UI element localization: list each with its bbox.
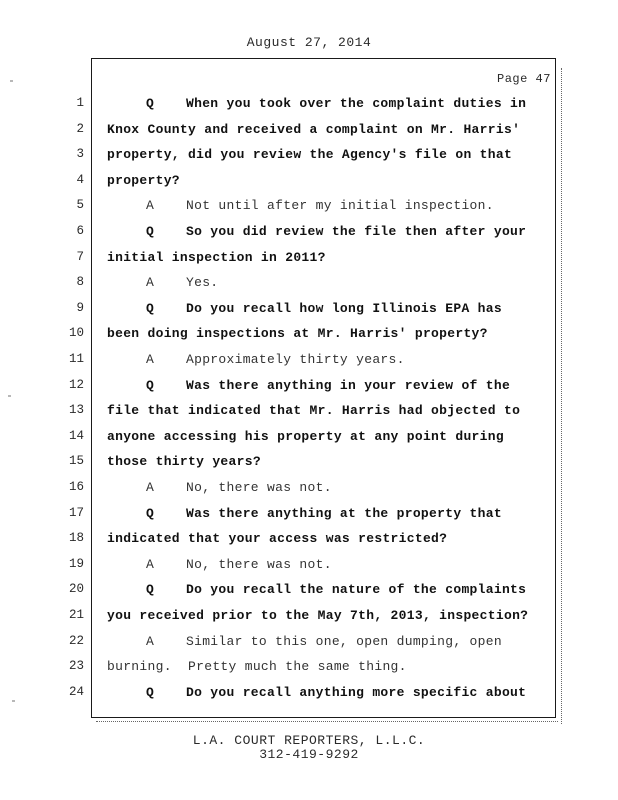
answer-text: Approximately thirty years. xyxy=(186,352,405,367)
transcript-line xyxy=(0,685,618,705)
question-text: Knox County and received a complaint on Mr. Harris' xyxy=(107,121,521,137)
line-number: 18 xyxy=(68,531,84,546)
transcript-line xyxy=(0,531,618,551)
transcript-line xyxy=(0,634,618,654)
question-text: Do you recall anything more specific about xyxy=(186,684,527,700)
answer-text: Similar to this one, open dumping, open xyxy=(186,633,502,649)
question-text: anyone accessing his property at any point during xyxy=(107,428,504,444)
question-text: Was there anything in your review of the xyxy=(186,377,511,393)
question-marker: Q xyxy=(146,300,154,316)
question-text: file that indicated that Mr. Harris had objected to xyxy=(107,403,521,419)
line-number: 1 xyxy=(76,96,84,110)
transcript-line xyxy=(0,429,618,449)
transcript-line xyxy=(0,480,618,500)
line-number: 7 xyxy=(76,249,84,264)
transcript-line xyxy=(0,301,618,321)
scan-speck xyxy=(8,395,11,397)
transcript-line xyxy=(0,147,618,167)
line-number: 12 xyxy=(68,377,84,392)
transcript-line xyxy=(0,275,618,295)
answer-marker: A xyxy=(146,556,154,572)
transcript-line xyxy=(0,122,618,142)
footer-company: L.A. COURT REPORTERS, L.L.C. xyxy=(192,733,426,748)
answer-text: Not until after my initial inspection. xyxy=(186,198,494,214)
line-number: 23 xyxy=(68,659,84,674)
question-marker: Q xyxy=(146,224,154,239)
line-number: 10 xyxy=(68,326,84,341)
answer-text: No, there was not. xyxy=(186,556,332,572)
question-text: Was there anything at the property that xyxy=(186,505,502,521)
line-number: 13 xyxy=(68,403,84,418)
line-number: 24 xyxy=(68,684,84,699)
frame-bottom-margin-ticks xyxy=(96,721,558,722)
question-text: you received prior to the May 7th, 2013, inspection? xyxy=(107,608,529,623)
answer-marker: A xyxy=(146,352,154,367)
answer-marker: A xyxy=(146,480,154,495)
line-number: 6 xyxy=(76,224,84,238)
transcript-line xyxy=(0,659,618,679)
question-marker: Q xyxy=(146,582,154,598)
answer-text: No, there was not. xyxy=(186,480,332,495)
line-number: 22 xyxy=(68,633,84,648)
question-text: So you did review the file then after your xyxy=(186,224,527,239)
transcript-line xyxy=(0,378,618,398)
transcript-line xyxy=(0,403,618,423)
transcript-line xyxy=(0,96,618,116)
footer-phone: 312-419-9292 xyxy=(259,747,359,762)
line-number: 4 xyxy=(76,172,84,187)
line-number: 14 xyxy=(68,428,84,443)
question-text: indicated that your access was restricted? xyxy=(107,531,448,547)
line-number: 16 xyxy=(68,480,84,494)
answer-marker: A xyxy=(146,198,154,214)
transcript-line xyxy=(0,557,618,577)
line-number: 17 xyxy=(68,505,84,520)
transcript-line xyxy=(0,224,618,244)
question-text: initial inspection in 2011? xyxy=(107,249,326,265)
question-text: those thirty years? xyxy=(107,454,261,470)
transcript-line xyxy=(0,506,618,526)
transcript-line xyxy=(0,352,618,372)
scan-speck xyxy=(10,80,13,82)
transcript-line xyxy=(0,326,618,346)
scan-speck xyxy=(12,700,15,702)
question-text: Do you recall how long Illinois EPA has xyxy=(186,300,502,316)
question-text: property, did you review the Agency's file on that xyxy=(107,147,513,163)
answer-text: Yes. xyxy=(186,275,219,291)
question-marker: Q xyxy=(146,96,154,111)
line-number: 3 xyxy=(76,147,84,162)
transcript-line xyxy=(0,250,618,270)
answer-marker: A xyxy=(146,275,154,291)
answer-text: burning. Pretty much the same thing. xyxy=(107,659,407,675)
question-text: been doing inspections at Mr. Harris' property? xyxy=(107,326,488,342)
question-marker: Q xyxy=(146,377,154,393)
question-marker: Q xyxy=(146,684,154,700)
question-text: When you took over the complaint duties in xyxy=(186,96,527,111)
header-date: August 27, 2014 xyxy=(246,35,372,50)
question-text: Do you recall the nature of the complaints xyxy=(186,582,527,598)
line-number: 19 xyxy=(68,556,84,571)
line-number: 21 xyxy=(68,608,84,622)
line-number: 11 xyxy=(68,352,84,366)
transcript-line xyxy=(0,173,618,193)
line-number: 8 xyxy=(76,275,84,290)
answer-marker: A xyxy=(146,633,154,649)
question-marker: Q xyxy=(146,505,154,521)
line-number: 15 xyxy=(68,454,84,469)
transcript-line xyxy=(0,198,618,218)
line-number: 2 xyxy=(76,121,84,136)
question-text: property? xyxy=(107,172,180,188)
line-number: 5 xyxy=(76,198,84,213)
transcript-line xyxy=(0,608,618,628)
page-number-label: Page 47 xyxy=(497,72,551,86)
line-number: 9 xyxy=(76,300,84,315)
line-number: 20 xyxy=(68,582,84,597)
transcript-line xyxy=(0,582,618,602)
transcript-line xyxy=(0,454,618,474)
